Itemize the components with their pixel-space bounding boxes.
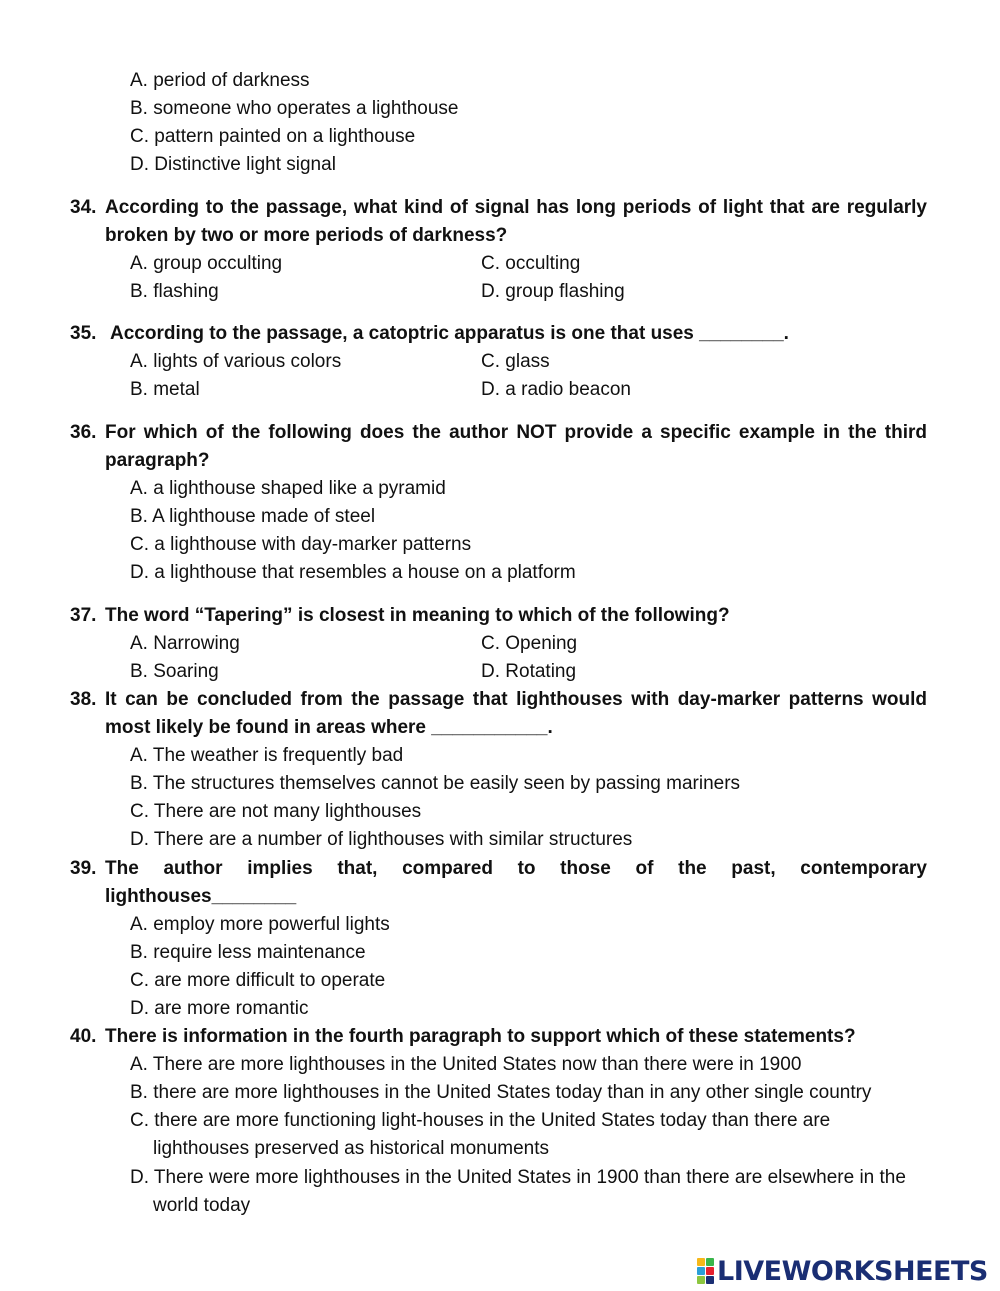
q34-option-d[interactable]: D. group flashing <box>481 281 625 302</box>
question-34 <box>70 194 927 250</box>
question-number: 34. <box>70 197 97 218</box>
q38-option-c[interactable]: C. There are not many lighthouses <box>130 801 422 822</box>
q37-option-d[interactable]: D. Rotating <box>481 661 577 682</box>
q34-option-b[interactable]: B. flashing <box>130 281 219 302</box>
question-number: 37. <box>70 605 97 626</box>
q39-option-a[interactable]: A. employ more powerful lights <box>130 914 390 935</box>
question-number: 36. <box>70 422 97 443</box>
q40-option-b[interactable]: B. there are more lighthouses in the United States today than in any other single country <box>130 1082 872 1103</box>
logo-mark-icon <box>697 1258 714 1284</box>
q39-option-d[interactable]: D. are more romantic <box>130 998 309 1019</box>
logo-wordmark: LIVEWORKSHEETS <box>717 1255 988 1287</box>
q36-option-b[interactable]: B. A lighthouse made of steel <box>130 506 376 527</box>
q40-option-a[interactable]: A. There are more lighthouses in the United States now than there were in 1900 <box>130 1054 802 1075</box>
liveworksheets-logo <box>697 1256 988 1286</box>
q38-option-d[interactable]: D. There are a number of lighthouses with similar structures <box>130 829 633 850</box>
question-text: According to the passage, what kind of signal has long periods of light that are regularly broken by two or more periods of darkness? <box>105 197 927 246</box>
question-38 <box>70 686 927 742</box>
question-text: The author implies that, compared to those of the past, contemporary lighthouses________ <box>105 858 927 907</box>
question-35 <box>70 320 927 348</box>
question-text: The word “Tapering” is closest in meaning to which of the following? <box>105 605 730 626</box>
question-37 <box>70 602 927 630</box>
q39-option-b[interactable]: B. require less maintenance <box>130 942 366 963</box>
prev-option-c[interactable]: C. pattern painted on a lighthouse <box>130 126 416 147</box>
q37-option-b[interactable]: B. Soaring <box>130 661 219 682</box>
q36-option-c[interactable]: C. a lighthouse with day-marker patterns <box>130 534 472 555</box>
question-39 <box>70 855 927 911</box>
question-number: 40. <box>70 1026 97 1047</box>
q35-option-c[interactable]: C. glass <box>481 351 550 372</box>
prev-option-d[interactable]: D. Distinctive light signal <box>130 154 336 175</box>
q35-option-d[interactable]: D. a radio beacon <box>481 379 631 400</box>
question-40 <box>70 1023 927 1051</box>
q34-option-a[interactable]: A. group occulting <box>130 253 283 274</box>
q40-option-d[interactable]: D. There were more lighthouses in the United States in 1900 than there are elsewhere in the world today <box>130 1167 906 1216</box>
q37-option-a[interactable]: A. Narrowing <box>130 633 240 654</box>
question-number: 38. <box>70 689 97 710</box>
q34-option-c[interactable]: C. occulting <box>481 253 581 274</box>
question-text: According to the passage, a catoptric apparatus is one that uses ________. <box>110 323 789 344</box>
q40-option-c[interactable]: C. there are more functioning light-houses in the United States today than there are lighthouses preserved as historical monuments <box>130 1110 831 1159</box>
q39-option-c[interactable]: C. are more difficult to operate <box>130 970 386 991</box>
question-number: 35. <box>70 323 97 344</box>
q36-option-d[interactable]: D. a lighthouse that resembles a house on a platform <box>130 562 576 583</box>
question-text: There is information in the fourth paragraph to support which of these statements? <box>105 1026 856 1047</box>
question-text: For which of the following does the author NOT provide a specific example in the third paragraph? <box>105 422 927 471</box>
q38-option-a[interactable]: A. The weather is frequently bad <box>130 745 404 766</box>
q38-option-b[interactable]: B. The structures themselves cannot be easily seen by passing mariners <box>130 773 741 794</box>
q37-option-c[interactable]: C. Opening <box>481 633 578 654</box>
question-number: 39. <box>70 858 97 879</box>
question-36 <box>70 419 927 475</box>
prev-option-b[interactable]: B. someone who operates a lighthouse <box>130 98 459 119</box>
prev-option-a[interactable]: A. period of darkness <box>130 70 310 91</box>
q36-option-a[interactable]: A. a lighthouse shaped like a pyramid <box>130 478 446 499</box>
q35-option-a[interactable]: A. lights of various colors <box>130 351 342 372</box>
question-text: It can be concluded from the passage that lighthouses with day-marker patterns would most likely be found in areas where ___________. <box>105 689 927 738</box>
q35-option-b[interactable]: B. metal <box>130 379 200 400</box>
